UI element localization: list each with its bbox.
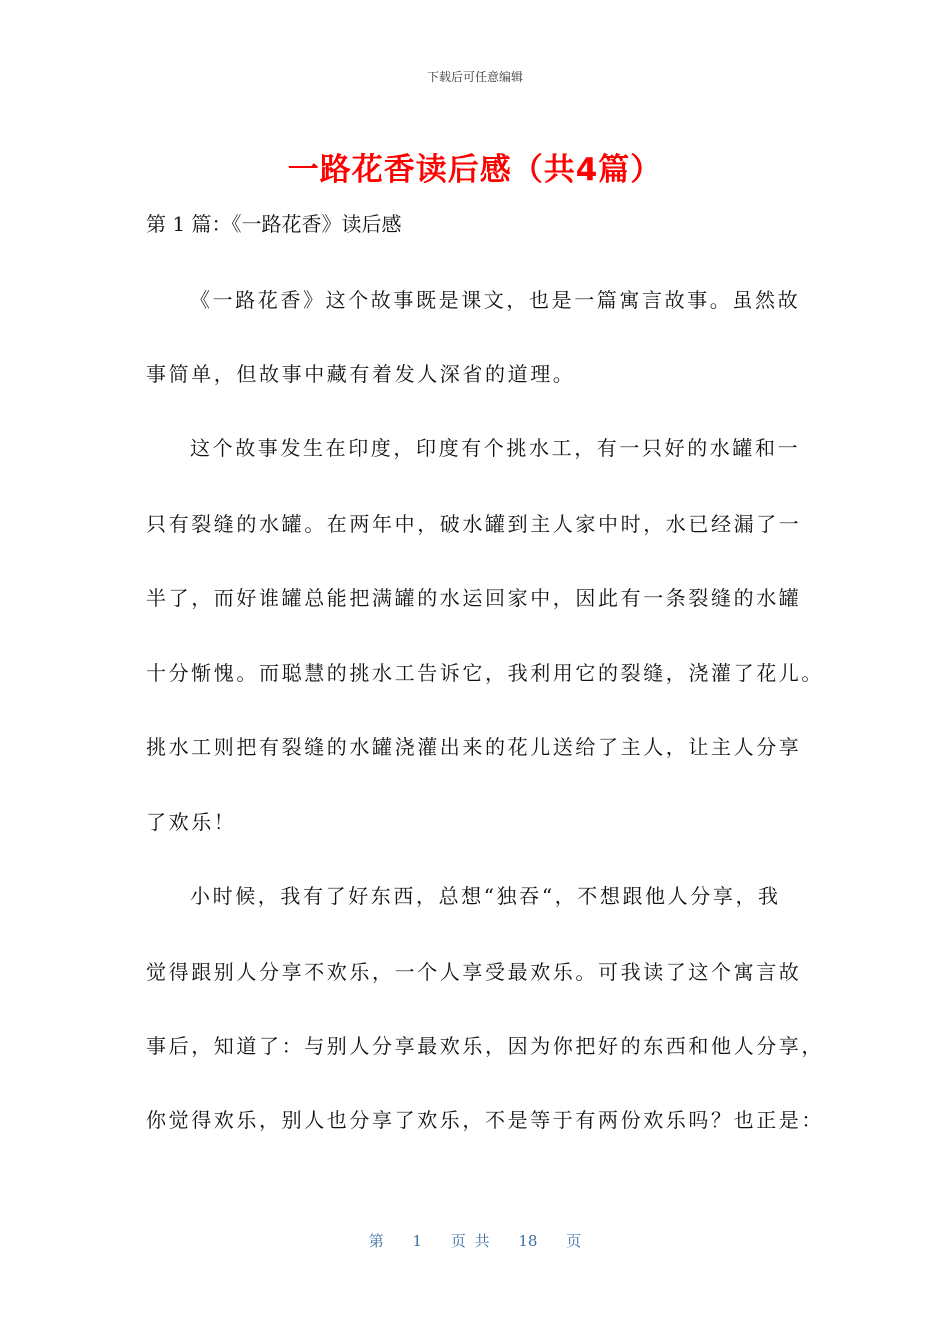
- paragraph-line: 这个故事发生在印度，印度有个挑水工，有一只好的水罐和一: [190, 436, 801, 460]
- paragraph-line: 事简单，但故事中藏有着发人深省的道理。: [146, 362, 576, 386]
- page-footer: [0, 1230, 950, 1251]
- paragraph-line: 挑水工则把有裂缝的水罐浇灌出来的花儿送给了主人，让主人分享: [146, 735, 802, 759]
- paragraph-line: 小时候，我有了好东西，总想“独吞“，不想跟他人分享，我: [190, 884, 781, 908]
- paragraph-line: 觉得跟别人分享不欢乐，一个人享受最欢乐。可我读了这个寓言故: [146, 960, 802, 984]
- footer-page-number: 1: [412, 1232, 423, 1250]
- document-title: 一路花香读后感（共4篇）: [287, 152, 663, 188]
- footer-page-suffix: 页: [566, 1232, 582, 1250]
- paragraph-line: 你觉得欢乐，别人也分享了欢乐，不是等于有两份欢乐吗？也正是：: [146, 1108, 824, 1132]
- paragraph-line: 《一路花香》这个故事既是课文，也是一篇寓言故事。虽然故: [190, 288, 801, 312]
- paragraph-line: 只有裂缝的水罐。在两年中，破水罐到主人家中时，水已经漏了一: [146, 512, 802, 536]
- paragraph-line: 半了，而好谁罐总能把满罐的水运回家中，因此有一条裂缝的水罐: [146, 586, 802, 610]
- paragraph-line: 了欢乐！: [146, 810, 237, 834]
- footer-page-prefix: 第: [368, 1232, 384, 1250]
- header-note: 下载后可任意编辑: [426, 70, 523, 84]
- footer-page-middle: 页 共: [450, 1232, 490, 1250]
- paragraph-line: 事后，知道了：与别人分享最欢乐，因为你把好的东西和他人分享，: [146, 1034, 824, 1058]
- section-heading: 第 1 篇：《一路花香》读后感: [146, 212, 402, 236]
- paragraph-line: 十分惭愧。而聪慧的挑水工告诉它，我利用它的裂缝，浇灌了花儿。: [146, 661, 824, 685]
- footer-page-total: 18: [518, 1232, 538, 1250]
